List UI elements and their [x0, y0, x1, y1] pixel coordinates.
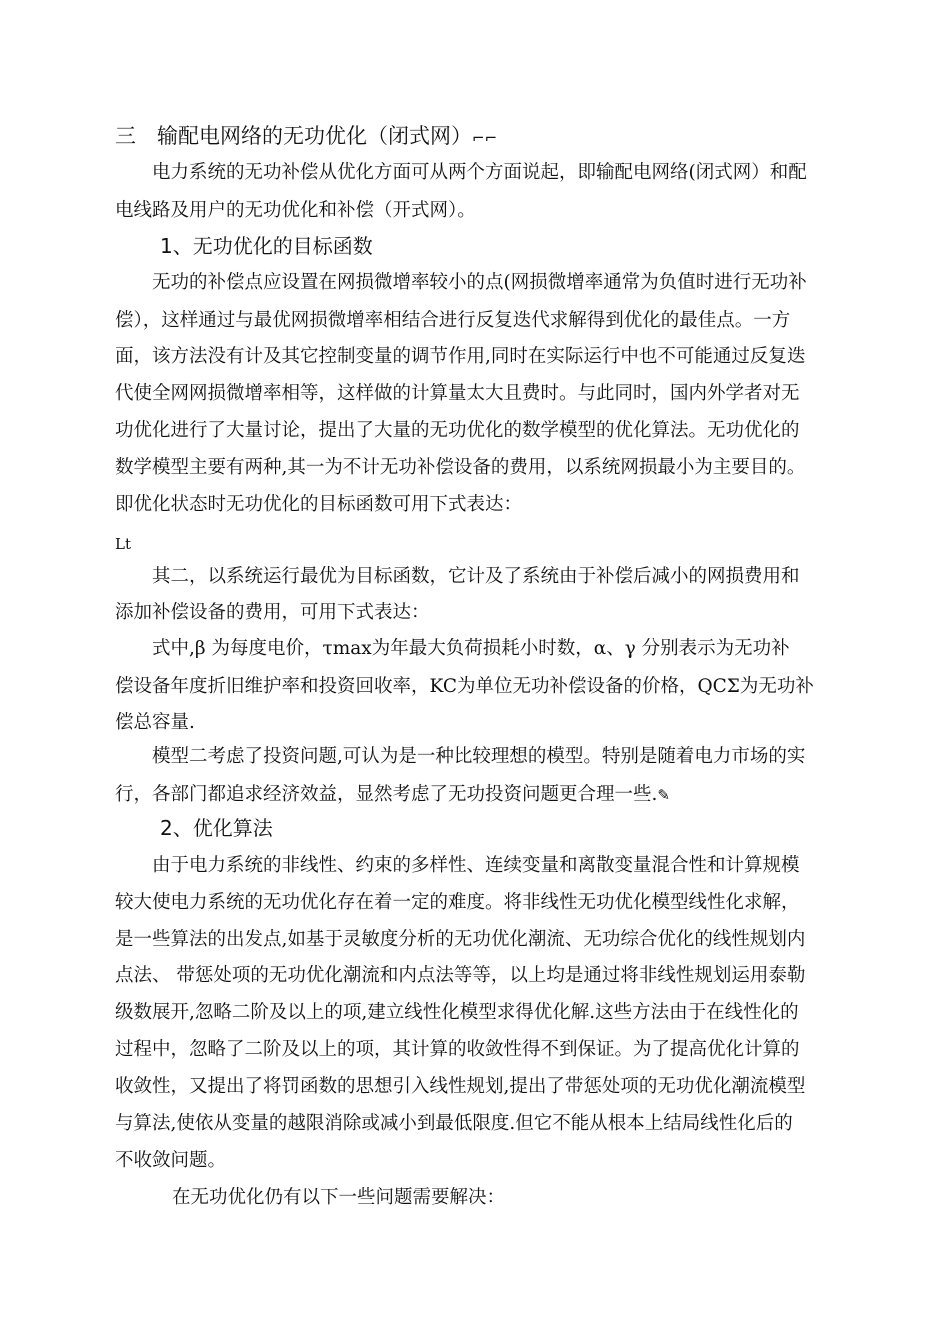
- paragraph-line: 面，该方法没有计及其它控制变量的调节作用,同时在实际运行中也不可能通过反复迭: [115, 346, 806, 367]
- paragraph-line: 电力系统的无功补偿从优化方面可从两个方面说起，即输配电网络(闭式网）和配: [152, 162, 807, 183]
- paragraph-line: 式中,β 为每度电价，τmax为年最大负荷损耗小时数，α、γ 分别表示为无功补: [152, 638, 790, 659]
- paragraph-line: 在无功优化仍有以下一些问题需要解决：: [172, 1187, 506, 1208]
- section-title-text: 三 输配电网络的无功优化（闭式网）: [115, 124, 472, 148]
- paragraph-line: 过程中，忽略了二阶及以上的项，其计算的收敛性得不到保证。为了提高优化计算的: [115, 1039, 800, 1060]
- paragraph-line: 模型二考虑了投资问题,可认为是一种比较理想的模型。特别是随着电力市场的实: [152, 746, 806, 767]
- subheading-objective: 1、无功优化的目标函数: [160, 234, 373, 258]
- paragraph-line: [115, 783, 670, 807]
- edit-mark-icon: ✎: [657, 786, 670, 804]
- paragraph-line: 数学模型主要有两种,其一为不计无功补偿设备的费用，以系统网损最小为主要目的。: [115, 457, 806, 478]
- paragraph-line: 偿总容量.: [115, 712, 195, 733]
- paragraph-line: 不收敛问题。: [115, 1150, 227, 1171]
- paragraph-line: 收敛性，又提出了将罚函数的思想引入线性规划,提出了带惩处项的无功优化潮流模型: [115, 1076, 806, 1097]
- paragraph-line: 偿设备年度折旧维护率和投资回收率，KC为单位无功补偿设备的价格，QCΣ为无功补: [115, 676, 814, 697]
- paragraph-line: 由于电力系统的非线性、约束的多样性、连续变量和离散变量混合性和计算规模: [152, 855, 800, 876]
- paragraph-line: 无功的补偿点应设置在网损微增率较小的点(网损微增率通常为负值时进行无功补: [152, 272, 807, 293]
- paragraph-line: 与算法,使依从变量的越限消除或减小到最低限度.但它不能从根本上结局线性化后的: [115, 1113, 793, 1134]
- paragraph-line: 是一些算法的出发点,如基于灵敏度分析的无功优化潮流、无功综合优化的线性规划内: [115, 929, 806, 950]
- paragraph-line: 点法、 带惩处项的无功优化潮流和内点法等等，以上均是通过将非线性规划运用泰勒: [115, 965, 806, 986]
- paragraph-line: 电线路及用户的无功优化和补偿（开式网）。: [115, 200, 476, 221]
- paragraph-line: 即优化状态时无功优化的目标函数可用下式表达：: [115, 494, 523, 515]
- paragraph-line: 较大使电力系统的无功优化存在着一定的难度。将非线性无功优化模型线性化求解，: [115, 892, 800, 913]
- subheading-algorithm: 2、优化算法: [160, 816, 273, 840]
- title-mark: ⌐⌐: [472, 129, 498, 147]
- formula-placeholder: Lt: [115, 535, 131, 553]
- paragraph-line: 其二，以系统运行最优为目标函数，它计及了系统由于补偿后减小的网损费用和: [152, 566, 800, 587]
- section-title: [115, 124, 497, 150]
- paragraph-line: 代使全网网损微增率相等，这样做的计算量太大且费时。与此同时，国内外学者对无: [115, 383, 800, 404]
- paragraph-line: 偿），这样通过与最优网损微增率相结合进行反复迭代求解得到优化的最佳点。一方: [115, 310, 791, 331]
- paragraph-line: 功优化进行了大量讨论，提出了大量的无功优化的数学模型的优化算法。无功优化的: [115, 420, 800, 441]
- paragraph-line: 级数展开,忽略二阶及以上的项,建立线性化模型求得优化解.这些方法由于在线性化的: [115, 1002, 799, 1023]
- paragraph-line: 添加补偿设备的费用，可用下式表达：: [115, 602, 430, 623]
- paragraph-text: 行，各部门都追求经济效益，显然考虑了无功投资问题更合理一些.: [115, 784, 658, 805]
